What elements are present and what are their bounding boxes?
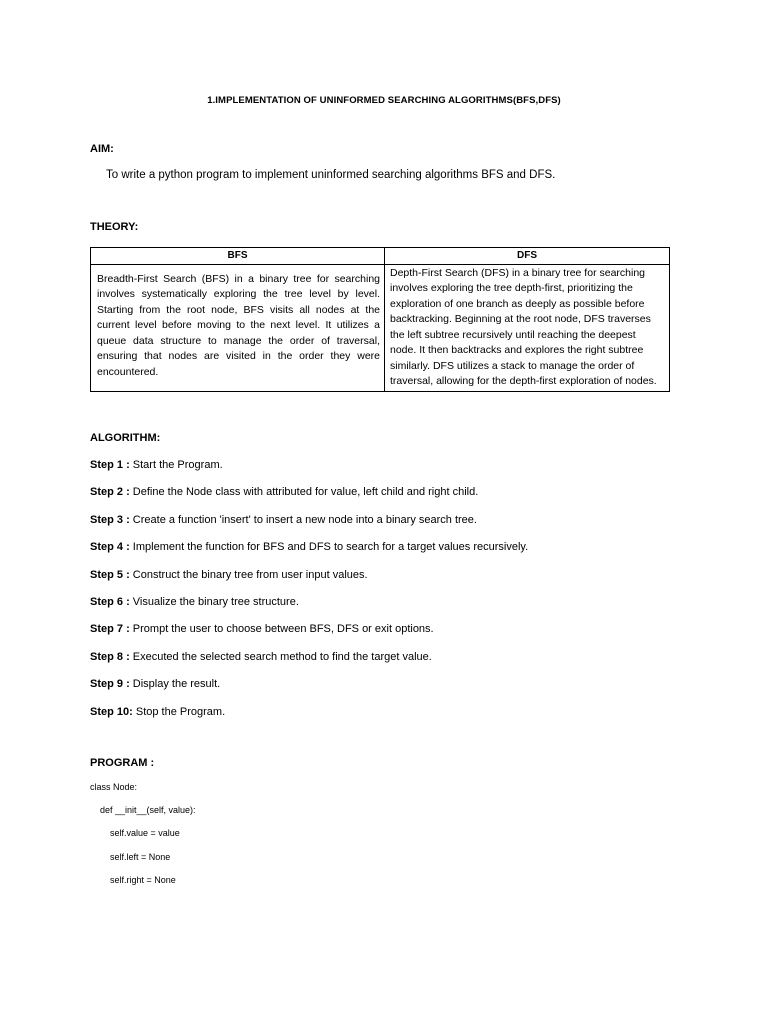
code-line: def __init__(self, value): xyxy=(100,805,196,816)
bfs-column-header: BFS xyxy=(91,248,385,265)
code-line: class Node: xyxy=(90,782,138,792)
document-title: 1.IMPLEMENTATION OF UNINFORMED SEARCHING ALGORITHMS(BFS,DFS) xyxy=(207,95,561,106)
theory-table-row xyxy=(91,264,670,391)
aim-heading: AIM: xyxy=(90,143,114,155)
step-text: Define the Node class with attributed for value, left child and right child. xyxy=(129,486,479,499)
theory-table-header-row xyxy=(91,248,670,265)
algorithm-step xyxy=(90,514,528,541)
algorithm-step xyxy=(90,541,528,568)
dfs-description: Depth-First Search (DFS) in a binary tree for searching involves exploring the tree depth-first, prioritizing the exploration of one branch as deeply as possible before backtracking. Beginning at the root node, DFS traverses the left subtree recursively until reaching the deepest node. It then backtracks and explores the right subtree similarly. DFS utilizes a stack to manage the order of traversal, allowing for the depth-first exploration of nodes. xyxy=(385,264,670,391)
program-heading: PROGRAM : xyxy=(90,757,155,769)
step-text: Stop the Program. xyxy=(132,705,226,718)
code-line: self.left = None xyxy=(110,851,171,862)
algorithm-step xyxy=(90,706,528,733)
algorithm-step xyxy=(90,569,528,596)
step-text: Implement the function for BFS and DFS to search for a target values recursively. xyxy=(129,541,529,554)
step-label: Step 3 : xyxy=(90,513,130,526)
theory-heading: THEORY: xyxy=(90,221,139,233)
bfs-description: Breadth-First Search (BFS) in a binary tree for searching involves systematically exploring the tree level by level. Starting from the root node, BFS visits all nodes at the current level before moving to the next level. It utilizes a queue data structure to manage the order of traversal, ensuring that nodes are visited in the order they were encountered. xyxy=(91,264,385,391)
step-text: Prompt the user to choose between BFS, DFS or exit options. xyxy=(129,623,434,636)
step-text: Visualize the binary tree structure. xyxy=(129,595,299,608)
algorithm-step xyxy=(90,651,528,678)
step-label: Step 5 : xyxy=(90,568,130,581)
code-line: self.right = None xyxy=(110,874,176,885)
algorithm-step xyxy=(90,678,528,705)
aim-text: To write a python program to implement uninformed searching algorithms BFS and DFS. xyxy=(106,169,556,181)
algorithm-step xyxy=(90,596,528,623)
step-text: Executed the selected search method to find the target value. xyxy=(129,650,432,663)
step-label: Step 8 : xyxy=(90,650,130,663)
step-label: Step 6 : xyxy=(90,595,130,608)
code-line: self.value = value xyxy=(110,828,180,839)
theory-table xyxy=(90,247,670,392)
step-label: Step 7 : xyxy=(90,623,130,636)
program-code xyxy=(90,782,196,898)
algorithm-step xyxy=(90,486,528,513)
dfs-column-header: DFS xyxy=(385,248,670,265)
step-label: Step 4 : xyxy=(90,541,130,554)
step-label: Step 1 : xyxy=(90,459,130,471)
algorithm-steps xyxy=(90,459,528,733)
step-text: Construct the binary tree from user input values. xyxy=(129,568,368,581)
algorithm-heading: ALGORITHM: xyxy=(90,432,161,444)
step-label: Step 10: xyxy=(90,705,133,718)
step-label: Step 9 : xyxy=(90,678,130,691)
algorithm-step xyxy=(90,459,528,486)
algorithm-step xyxy=(90,623,528,650)
step-text: Display the result. xyxy=(129,678,221,691)
step-text: Create a function 'insert' to insert a new node into a binary search tree. xyxy=(129,513,477,526)
step-text: Start the Program. xyxy=(129,459,223,471)
step-label: Step 2 : xyxy=(90,486,130,499)
